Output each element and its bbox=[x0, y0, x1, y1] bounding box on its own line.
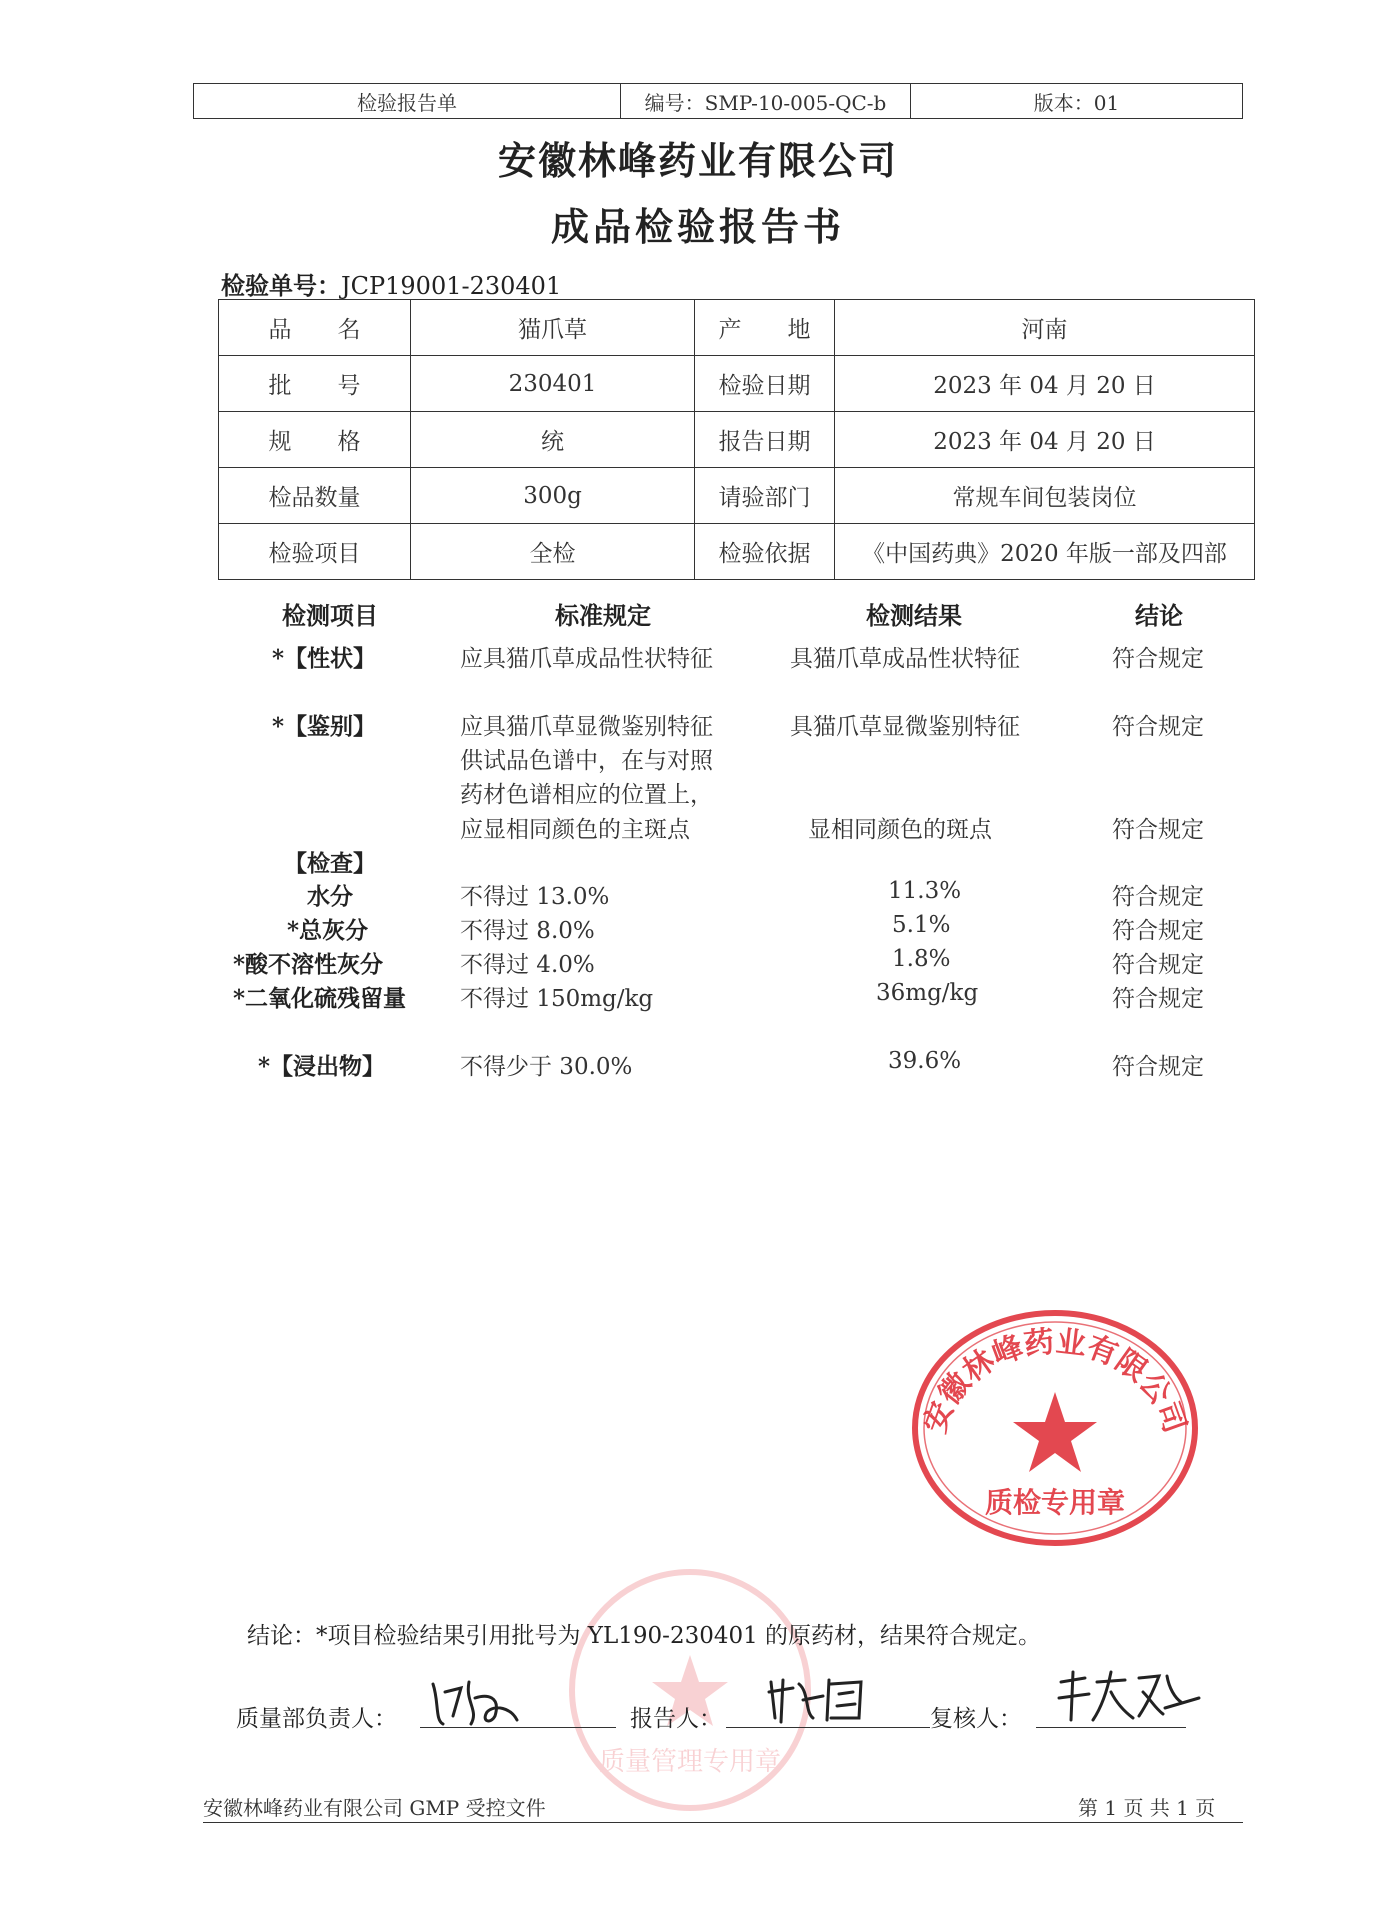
result-value: 39.6% bbox=[888, 1048, 962, 1074]
batch-number: 230401 bbox=[411, 356, 695, 412]
inspection-item: 全检 bbox=[411, 524, 695, 580]
result-standard: 应具猫爪草成品性状特征 bbox=[460, 646, 713, 672]
batch-label: 批 号 bbox=[219, 356, 411, 412]
result-value: 36mg/kg bbox=[876, 980, 979, 1006]
document-code: 编号：SMP-10-005-QC-b bbox=[621, 84, 911, 118]
quantity-label: 检品数量 bbox=[219, 468, 411, 524]
result-conclusion: 符合规定 bbox=[1112, 918, 1204, 944]
footer-divider bbox=[203, 1822, 1243, 1823]
result-value: 具猫爪草成品性状特征 bbox=[790, 646, 1020, 672]
result-item-total-ash: *总灰分 bbox=[287, 917, 369, 944]
dept-label: 请验部门 bbox=[695, 468, 835, 524]
company-name: 安徽林峰药业有限公司 bbox=[497, 138, 898, 183]
report-date-label: 报告日期 bbox=[695, 412, 835, 468]
result-value: 显相同颜色的斑点 bbox=[808, 817, 992, 843]
requesting-dept: 常规车间包装岗位 bbox=[835, 468, 1255, 524]
result-item-acid-insoluble-ash: *酸不溶性灰分 bbox=[233, 951, 384, 978]
origin-label: 产 地 bbox=[695, 300, 835, 356]
conclusion-text: 结论：*项目检验结果引用批号为 YL190-230401 的原药材，结果符合规定。 bbox=[247, 1623, 1042, 1649]
result-value: 具猫爪草显微鉴别特征 bbox=[790, 714, 1020, 740]
result-item-extractives: *【浸出物】 bbox=[258, 1053, 386, 1080]
quantity: 300g bbox=[411, 468, 695, 524]
inspect-date-label: 检验日期 bbox=[695, 356, 835, 412]
reviewer-signature-line bbox=[1036, 1727, 1186, 1728]
company-inspection-stamp bbox=[905, 1300, 1205, 1550]
stamp-bottom-text: 质检专用章 bbox=[984, 1486, 1126, 1519]
result-conclusion: 符合规定 bbox=[1112, 1054, 1204, 1080]
qa-head-signature bbox=[425, 1672, 545, 1732]
result-standard: 不得少于 30.0% bbox=[460, 1054, 633, 1080]
result-conclusion: 符合规定 bbox=[1112, 884, 1204, 910]
origin: 河南 bbox=[835, 300, 1255, 356]
result-conclusion: 符合规定 bbox=[1112, 952, 1204, 978]
results-header-standard: 标准规定 bbox=[555, 601, 651, 630]
inspection-basis: 《中国药典》2020 年版一部及四部 bbox=[835, 524, 1255, 580]
item-label: 检验项目 bbox=[219, 524, 411, 580]
inspect-date: 2023 年 04 月 20 日 bbox=[835, 356, 1255, 412]
report-number-line bbox=[221, 266, 561, 301]
reporter-signature bbox=[765, 1672, 895, 1728]
results-header-conclusion: 结论 bbox=[1135, 601, 1183, 630]
result-standard: 不得过 150mg/kg bbox=[460, 986, 654, 1012]
footer-left: 安徽林峰药业有限公司 GMP 受控文件 bbox=[203, 1796, 546, 1820]
result-item-moisture: 水分 bbox=[307, 883, 353, 910]
reviewer-signature bbox=[1055, 1668, 1205, 1726]
table-row bbox=[219, 356, 1255, 412]
result-standard: 不得过 4.0% bbox=[460, 952, 595, 978]
result-conclusion: 符合规定 bbox=[1112, 714, 1204, 740]
result-standard: 应具猫爪草显微鉴别特征 bbox=[460, 714, 713, 740]
result-conclusion: 符合规定 bbox=[1112, 646, 1204, 672]
result-value: 1.8% bbox=[892, 946, 951, 972]
reviewer-label: 复核人： bbox=[930, 1706, 1022, 1732]
table-row bbox=[219, 300, 1255, 356]
report-date: 2023 年 04 月 20 日 bbox=[835, 412, 1255, 468]
result-conclusion: 符合规定 bbox=[1112, 986, 1204, 1012]
result-value: 11.3% bbox=[888, 878, 962, 904]
result-standard: 药材色谱相应的位置上， bbox=[460, 782, 713, 808]
report-number: JCP19001-230401 bbox=[341, 272, 562, 300]
results-header-result: 检测结果 bbox=[866, 601, 962, 630]
result-standard: 应显相同颜色的主斑点 bbox=[460, 817, 690, 843]
reporter-label: 报告人： bbox=[630, 1706, 722, 1732]
page-number: 第 1 页 共 1 页 bbox=[1078, 1796, 1216, 1820]
result-standard: 供试品色谱中，在与对照 bbox=[460, 748, 713, 774]
product-name-label: 品 名 bbox=[219, 300, 411, 356]
results-header-item: 检测项目 bbox=[282, 601, 378, 630]
result-item-appearance: *【性状】 bbox=[272, 645, 377, 672]
stamp-company-text: 安徽林峰药业有限公司 bbox=[917, 1324, 1193, 1438]
table-row bbox=[219, 524, 1255, 580]
faint-stamp-text: 质量管理专用章 bbox=[598, 1747, 782, 1777]
result-item-inspection: 【检查】 bbox=[284, 850, 376, 877]
table-row bbox=[219, 412, 1255, 468]
spec-label: 规 格 bbox=[219, 412, 411, 468]
report-title: 成品检验报告书 bbox=[550, 204, 845, 249]
report-number-label: 检验单号： bbox=[221, 271, 341, 300]
result-conclusion: 符合规定 bbox=[1112, 817, 1204, 843]
product-name: 猫爪草 bbox=[411, 300, 695, 356]
result-item-sulfur-dioxide: *二氧化硫残留量 bbox=[233, 985, 407, 1012]
product-info-table bbox=[218, 299, 1255, 580]
table-row bbox=[219, 468, 1255, 524]
stamp-star-icon bbox=[1013, 1392, 1097, 1472]
result-item-identification: *【鉴别】 bbox=[272, 713, 377, 740]
spec: 统 bbox=[411, 412, 695, 468]
basis-label: 检验依据 bbox=[695, 524, 835, 580]
result-value: 5.1% bbox=[892, 912, 951, 938]
form-name: 检验报告单 bbox=[194, 84, 621, 118]
result-standard: 不得过 8.0% bbox=[460, 918, 595, 944]
document-version: 版本：01 bbox=[1033, 90, 1120, 115]
result-standard: 不得过 13.0% bbox=[460, 884, 610, 910]
qa-head-label: 质量部负责人： bbox=[236, 1706, 397, 1732]
document-header-strip bbox=[193, 83, 1243, 119]
